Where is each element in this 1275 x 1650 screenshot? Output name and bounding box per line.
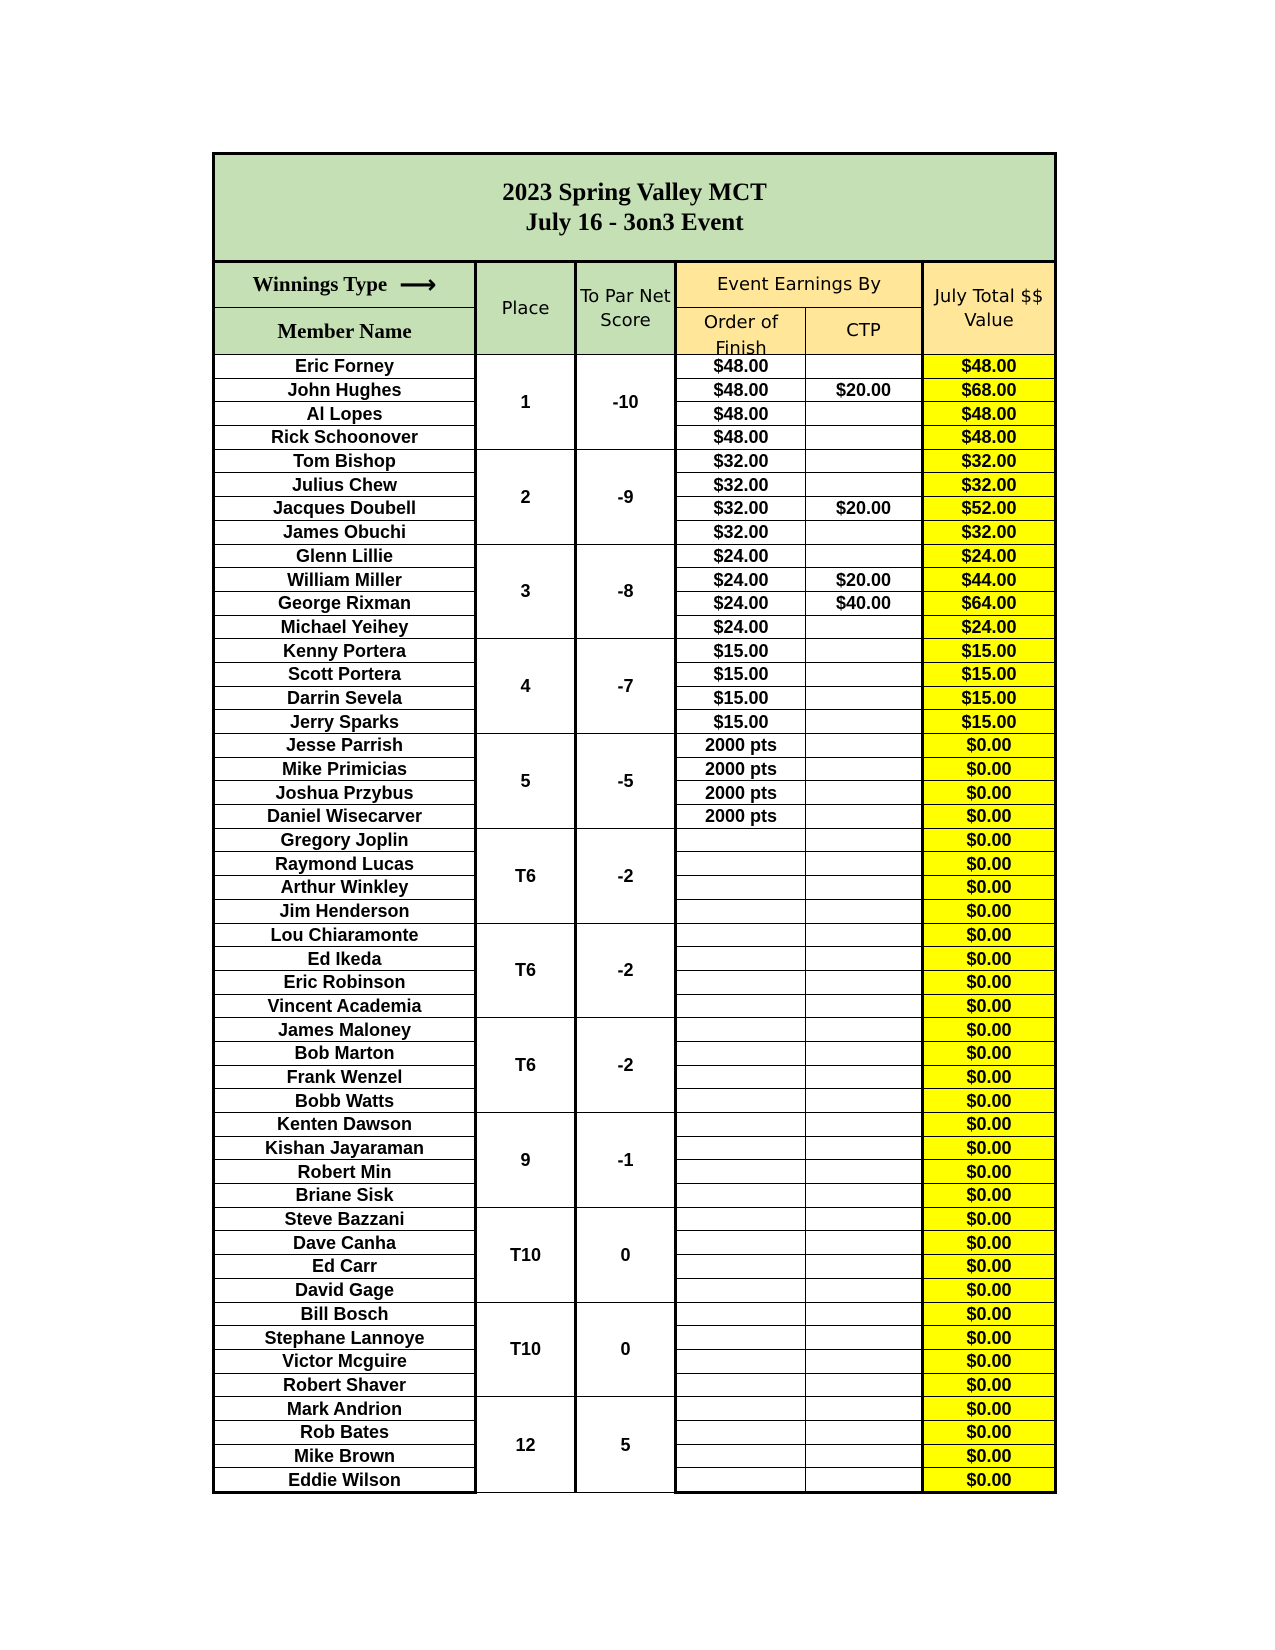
member-name-cell: Daniel Wisecarver xyxy=(214,805,476,829)
order-of-finish-cell xyxy=(676,1444,806,1468)
order-of-finish-cell: $32.00 xyxy=(676,520,806,544)
order-of-finish-cell: $15.00 xyxy=(676,686,806,710)
order-of-finish-cell xyxy=(676,1373,806,1397)
total-cell: $0.00 xyxy=(923,1089,1056,1113)
ctp-cell xyxy=(806,449,923,473)
order-of-finish-cell xyxy=(676,852,806,876)
order-of-finish-cell xyxy=(676,1349,806,1373)
member-name-cell: James Obuchi xyxy=(214,520,476,544)
member-name-cell: James Maloney xyxy=(214,1018,476,1042)
member-name-cell: Al Lopes xyxy=(214,402,476,426)
table-row xyxy=(214,828,1056,852)
results-table xyxy=(212,152,1057,1494)
order-of-finish-cell xyxy=(676,994,806,1018)
order-of-finish-cell xyxy=(676,1184,806,1208)
place-cell: 1 xyxy=(476,355,576,450)
ctp-cell xyxy=(806,876,923,900)
table-row xyxy=(214,639,1056,663)
order-of-finish-cell xyxy=(676,1207,806,1231)
total-cell: $64.00 xyxy=(923,591,1056,615)
right-arrow-icon: ⟶ xyxy=(399,270,437,300)
member-name-cell: Scott Portera xyxy=(214,662,476,686)
event-title: 2023 Spring Valley MCT xyxy=(502,178,767,206)
table-row xyxy=(214,734,1056,758)
ctp-cell xyxy=(806,1231,923,1255)
total-cell: $0.00 xyxy=(923,1113,1056,1137)
total-cell: $0.00 xyxy=(923,1278,1056,1302)
order-of-finish-cell xyxy=(676,923,806,947)
total-cell: $24.00 xyxy=(923,544,1056,568)
order-of-finish-cell xyxy=(676,1136,806,1160)
ctp-cell xyxy=(806,757,923,781)
place-cell: T10 xyxy=(476,1207,576,1302)
ctp-cell xyxy=(806,1397,923,1421)
total-cell: $0.00 xyxy=(923,994,1056,1018)
member-name-cell: Raymond Lucas xyxy=(214,852,476,876)
total-cell: $0.00 xyxy=(923,923,1056,947)
table-row xyxy=(214,1302,1056,1326)
ctp-cell xyxy=(806,639,923,663)
ctp-cell xyxy=(806,734,923,758)
total-cell: $0.00 xyxy=(923,1326,1056,1350)
total-cell: $0.00 xyxy=(923,1397,1056,1421)
member-name-cell: Gregory Joplin xyxy=(214,828,476,852)
ctp-header: CTP xyxy=(806,308,923,355)
title-banner xyxy=(214,154,1056,262)
order-of-finish-cell: $32.00 xyxy=(676,449,806,473)
ctp-cell xyxy=(806,923,923,947)
ctp-cell xyxy=(806,994,923,1018)
order-of-finish-cell: $24.00 xyxy=(676,568,806,592)
ctp-cell xyxy=(806,852,923,876)
member-name-cell: Stephane Lannoye xyxy=(214,1326,476,1350)
total-cell: $15.00 xyxy=(923,662,1056,686)
total-cell: $0.00 xyxy=(923,1373,1056,1397)
ctp-cell xyxy=(806,520,923,544)
total-cell: $52.00 xyxy=(923,497,1056,521)
place-cell: 12 xyxy=(476,1397,576,1493)
order-of-finish-cell xyxy=(676,876,806,900)
ctp-cell xyxy=(806,947,923,971)
total-cell: $0.00 xyxy=(923,1468,1056,1493)
member-name-cell: Rob Bates xyxy=(214,1420,476,1444)
winnings-type-header xyxy=(214,262,476,308)
member-name-cell: Joshua Przybus xyxy=(214,781,476,805)
order-of-finish-cell xyxy=(676,947,806,971)
place-cell: T6 xyxy=(476,1018,576,1113)
total-cell: $0.00 xyxy=(923,876,1056,900)
member-name-cell: Glenn Lillie xyxy=(214,544,476,568)
score-cell: -5 xyxy=(576,734,676,829)
score-header: To Par Net Score xyxy=(576,262,676,355)
ctp-cell: $20.00 xyxy=(806,568,923,592)
place-cell: 3 xyxy=(476,544,576,639)
total-cell: $0.00 xyxy=(923,1207,1056,1231)
ctp-cell xyxy=(806,781,923,805)
ctp-cell xyxy=(806,1349,923,1373)
member-name-cell: Eddie Wilson xyxy=(214,1468,476,1493)
member-name-cell: Kenten Dawson xyxy=(214,1113,476,1137)
ctp-cell xyxy=(806,1255,923,1279)
member-name-cell: Robert Shaver xyxy=(214,1373,476,1397)
member-name-cell: Eric Robinson xyxy=(214,970,476,994)
order-of-finish-cell xyxy=(676,1065,806,1089)
total-header: July Total $$ Value xyxy=(923,262,1056,355)
total-cell: $24.00 xyxy=(923,615,1056,639)
place-cell: T6 xyxy=(476,828,576,923)
total-cell: $32.00 xyxy=(923,520,1056,544)
place-cell: 2 xyxy=(476,449,576,544)
place-cell: 5 xyxy=(476,734,576,829)
member-name-cell: Arthur Winkley xyxy=(214,876,476,900)
order-of-finish-cell xyxy=(676,1231,806,1255)
score-cell: -2 xyxy=(576,923,676,1018)
score-cell: -1 xyxy=(576,1113,676,1208)
order-of-finish-cell xyxy=(676,1468,806,1493)
total-cell: $0.00 xyxy=(923,852,1056,876)
order-of-finish-cell xyxy=(676,1041,806,1065)
member-name-cell: Kishan Jayaraman xyxy=(214,1136,476,1160)
ctp-cell xyxy=(806,899,923,923)
order-of-finish-cell xyxy=(676,970,806,994)
ctp-cell xyxy=(806,1113,923,1137)
total-cell: $0.00 xyxy=(923,1231,1056,1255)
member-name-cell: Dave Canha xyxy=(214,1231,476,1255)
total-cell: $68.00 xyxy=(923,378,1056,402)
order-of-finish-cell: 2000 pts xyxy=(676,781,806,805)
order-of-finish-cell: $32.00 xyxy=(676,497,806,521)
ctp-cell xyxy=(806,1065,923,1089)
total-cell: $0.00 xyxy=(923,781,1056,805)
score-cell: 0 xyxy=(576,1302,676,1397)
score-cell: -7 xyxy=(576,639,676,734)
total-cell: $32.00 xyxy=(923,473,1056,497)
member-name-cell: Michael Yeihey xyxy=(214,615,476,639)
total-cell: $48.00 xyxy=(923,426,1056,450)
member-name-cell: Jesse Parrish xyxy=(214,734,476,758)
event-earnings-header: Event Earnings By xyxy=(676,262,923,308)
member-name-cell: Briane Sisk xyxy=(214,1184,476,1208)
order-of-finish-cell: $48.00 xyxy=(676,378,806,402)
total-cell: $0.00 xyxy=(923,1136,1056,1160)
order-of-finish-cell: 2000 pts xyxy=(676,805,806,829)
total-cell: $0.00 xyxy=(923,947,1056,971)
ctp-cell xyxy=(806,828,923,852)
order-of-finish-cell xyxy=(676,1302,806,1326)
order-of-finish-cell: $15.00 xyxy=(676,662,806,686)
member-name-cell: Vincent Academia xyxy=(214,994,476,1018)
order-of-finish-cell xyxy=(676,1278,806,1302)
table-row xyxy=(214,1207,1056,1231)
order-of-finish-cell xyxy=(676,1255,806,1279)
table-row xyxy=(214,1397,1056,1421)
order-of-finish-cell: 2000 pts xyxy=(676,734,806,758)
order-of-finish-cell xyxy=(676,1326,806,1350)
order-of-finish-cell xyxy=(676,1018,806,1042)
ctp-cell xyxy=(806,615,923,639)
total-cell: $0.00 xyxy=(923,1184,1056,1208)
table-row xyxy=(214,449,1056,473)
total-cell: $44.00 xyxy=(923,568,1056,592)
score-cell: 5 xyxy=(576,1397,676,1493)
member-name-cell: William Miller xyxy=(214,568,476,592)
total-cell: $0.00 xyxy=(923,1255,1056,1279)
total-cell: $0.00 xyxy=(923,1444,1056,1468)
place-cell: 9 xyxy=(476,1113,576,1208)
ctp-cell xyxy=(806,355,923,379)
total-cell: $0.00 xyxy=(923,1018,1056,1042)
ctp-cell xyxy=(806,1326,923,1350)
ctp-cell xyxy=(806,1136,923,1160)
ctp-cell xyxy=(806,1278,923,1302)
order-of-finish-cell: 2000 pts xyxy=(676,757,806,781)
place-header: Place xyxy=(476,262,576,355)
order-of-finish-cell: $48.00 xyxy=(676,426,806,450)
ctp-cell xyxy=(806,1160,923,1184)
total-cell: $0.00 xyxy=(923,970,1056,994)
member-name-cell: Mark Andrion xyxy=(214,1397,476,1421)
ctp-cell: $20.00 xyxy=(806,497,923,521)
total-cell: $0.00 xyxy=(923,899,1056,923)
order-of-finish-cell xyxy=(676,1420,806,1444)
total-cell: $0.00 xyxy=(923,1065,1056,1089)
order-of-finish-cell: $48.00 xyxy=(676,355,806,379)
member-name-cell: Bob Marton xyxy=(214,1041,476,1065)
member-name-cell: Darrin Sevela xyxy=(214,686,476,710)
total-cell: $32.00 xyxy=(923,449,1056,473)
member-name-cell: Bill Bosch xyxy=(214,1302,476,1326)
ctp-cell xyxy=(806,1184,923,1208)
member-name-cell: Frank Wenzel xyxy=(214,1065,476,1089)
ctp-cell: $20.00 xyxy=(806,378,923,402)
place-cell: 4 xyxy=(476,639,576,734)
ctp-cell xyxy=(806,662,923,686)
total-cell: $15.00 xyxy=(923,710,1056,734)
score-cell: -9 xyxy=(576,449,676,544)
order-of-finish-cell xyxy=(676,899,806,923)
member-name-header: Member Name xyxy=(214,308,476,355)
order-of-finish-cell xyxy=(676,1113,806,1137)
total-cell: $48.00 xyxy=(923,402,1056,426)
total-cell: $0.00 xyxy=(923,1302,1056,1326)
order-of-finish-cell: $32.00 xyxy=(676,473,806,497)
ctp-cell xyxy=(806,402,923,426)
member-name-cell: Mike Brown xyxy=(214,1444,476,1468)
ctp-cell xyxy=(806,710,923,734)
member-name-cell: Victor Mcguire xyxy=(214,1349,476,1373)
ctp-cell xyxy=(806,1444,923,1468)
table-row xyxy=(214,1018,1056,1042)
order-of-finish-cell xyxy=(676,828,806,852)
member-name-cell: Robert Min xyxy=(214,1160,476,1184)
total-cell: $0.00 xyxy=(923,828,1056,852)
total-cell: $0.00 xyxy=(923,1041,1056,1065)
total-cell: $48.00 xyxy=(923,355,1056,379)
table-row xyxy=(214,544,1056,568)
member-name-cell: George Rixman xyxy=(214,591,476,615)
order-of-finish-cell xyxy=(676,1089,806,1113)
order-of-finish-cell: $48.00 xyxy=(676,402,806,426)
member-name-cell: Lou Chiaramonte xyxy=(214,923,476,947)
event-subtitle: July 16 - 3on3 Event xyxy=(525,208,744,236)
member-name-cell: Ed Carr xyxy=(214,1255,476,1279)
order-of-finish-cell: $15.00 xyxy=(676,710,806,734)
place-cell: T10 xyxy=(476,1302,576,1397)
member-name-cell: Tom Bishop xyxy=(214,449,476,473)
order-of-finish-cell xyxy=(676,1160,806,1184)
ctp-cell xyxy=(806,805,923,829)
member-name-cell: Bobb Watts xyxy=(214,1089,476,1113)
score-cell: -10 xyxy=(576,355,676,450)
total-cell: $0.00 xyxy=(923,1160,1056,1184)
member-name-cell: Mike Primicias xyxy=(214,757,476,781)
member-name-cell: John Hughes xyxy=(214,378,476,402)
table-row xyxy=(214,355,1056,379)
order-of-finish-cell: $15.00 xyxy=(676,639,806,663)
score-cell: -8 xyxy=(576,544,676,639)
ctp-cell xyxy=(806,1468,923,1493)
order-of-finish-cell: $24.00 xyxy=(676,615,806,639)
total-cell: $0.00 xyxy=(923,1349,1056,1373)
order-of-finish-cell: $24.00 xyxy=(676,544,806,568)
order-of-finish-cell: $24.00 xyxy=(676,591,806,615)
total-cell: $15.00 xyxy=(923,686,1056,710)
ctp-cell xyxy=(806,686,923,710)
ctp-cell xyxy=(806,970,923,994)
total-cell: $0.00 xyxy=(923,1420,1056,1444)
member-name-cell: Julius Chew xyxy=(214,473,476,497)
place-cell: T6 xyxy=(476,923,576,1018)
score-cell: -2 xyxy=(576,1018,676,1113)
ctp-cell xyxy=(806,426,923,450)
order-of-finish-label: Order of Finish xyxy=(703,312,779,354)
winnings-type-label: Winnings Type xyxy=(252,272,388,296)
ctp-cell xyxy=(806,544,923,568)
order-of-finish-cell xyxy=(676,1397,806,1421)
ctp-cell xyxy=(806,473,923,497)
ctp-cell xyxy=(806,1207,923,1231)
ctp-cell: $40.00 xyxy=(806,591,923,615)
total-cell: $0.00 xyxy=(923,805,1056,829)
total-cell: $0.00 xyxy=(923,734,1056,758)
member-name-cell: Rick Schoonover xyxy=(214,426,476,450)
table-row xyxy=(214,923,1056,947)
member-name-cell: Jacques Doubell xyxy=(214,497,476,521)
total-cell: $0.00 xyxy=(923,757,1056,781)
ctp-cell xyxy=(806,1041,923,1065)
member-name-cell: Kenny Portera xyxy=(214,639,476,663)
member-name-cell: Jim Henderson xyxy=(214,899,476,923)
member-name-cell: David Gage xyxy=(214,1278,476,1302)
ctp-cell xyxy=(806,1420,923,1444)
order-of-finish-header xyxy=(676,308,806,355)
ctp-cell xyxy=(806,1373,923,1397)
ctp-cell xyxy=(806,1089,923,1113)
score-cell: 0 xyxy=(576,1207,676,1302)
member-name-cell: Eric Forney xyxy=(214,355,476,379)
ctp-cell xyxy=(806,1302,923,1326)
member-name-cell: Steve Bazzani xyxy=(214,1207,476,1231)
member-name-cell: Ed Ikeda xyxy=(214,947,476,971)
table-row xyxy=(214,1113,1056,1137)
ctp-cell xyxy=(806,1018,923,1042)
member-name-cell: Jerry Sparks xyxy=(214,710,476,734)
total-cell: $15.00 xyxy=(923,639,1056,663)
score-cell: -2 xyxy=(576,828,676,923)
